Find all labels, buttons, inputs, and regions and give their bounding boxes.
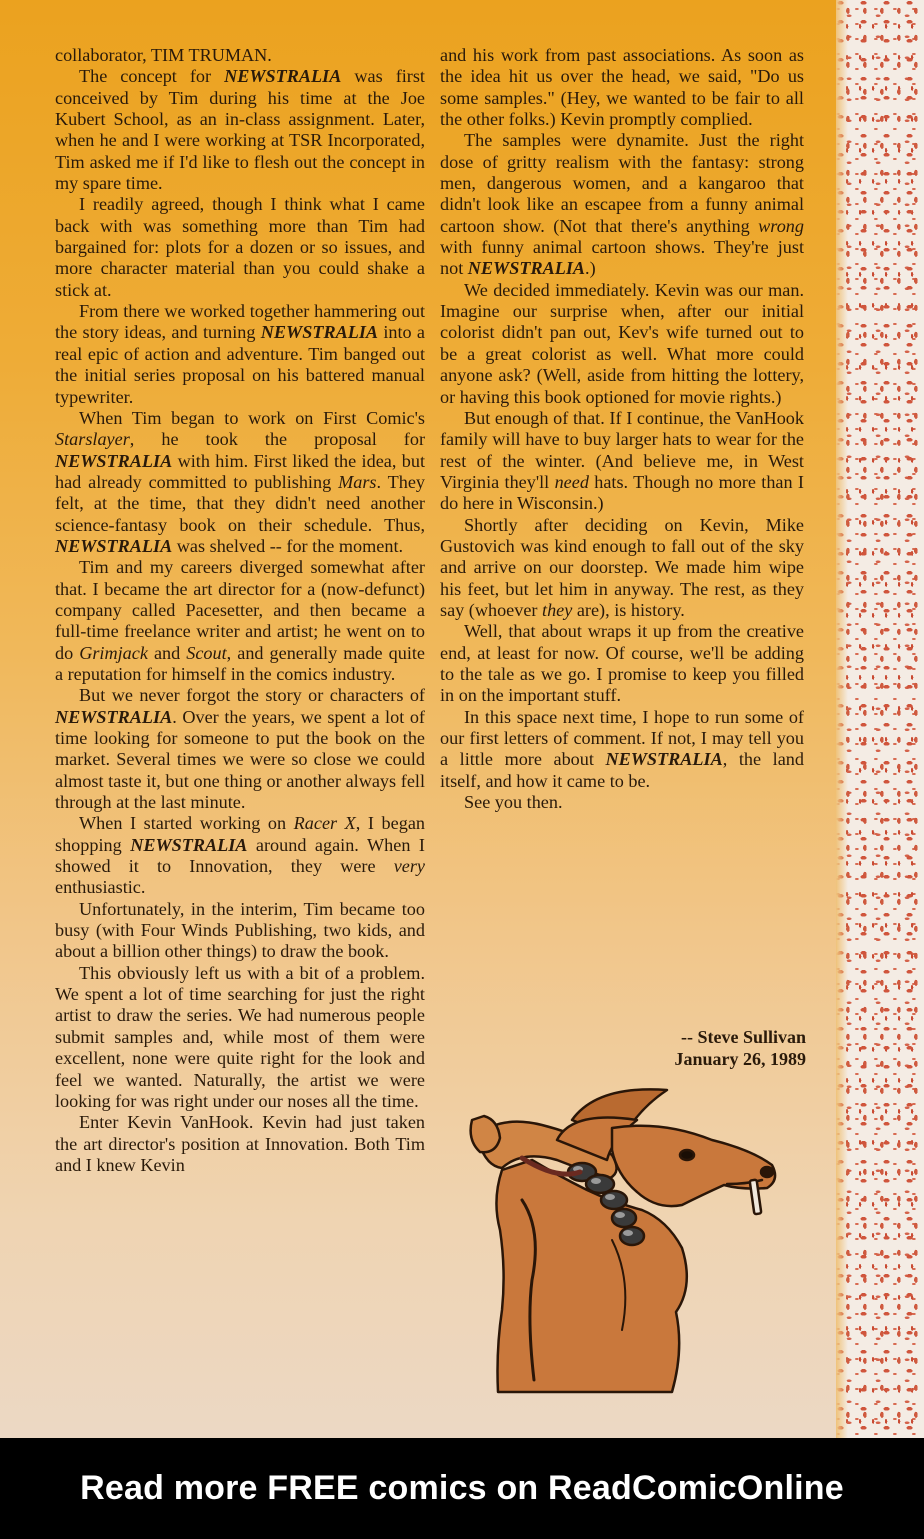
article-paragraph xyxy=(55,1112,425,1176)
paragraph-text: We decided immediately. Kevin was our man. Imagine our surprise when, after our initial colorist didn't pan out, Kev's wife turned out to be a great colorist as well. What more could anyone ask? (Well, aside from hitting the lottery, or having this book optioned for movie rights.) xyxy=(440,279,804,407)
paragraph-text: , the land itself, and how it came to be. xyxy=(440,749,804,791)
decorative-border-strip xyxy=(836,0,924,1438)
paragraph-text: . Over the years, we spent a lot of time looking for someone to put the book on the market. Several times we were so close we could almost taste it, but one thing or another always fell through at the last minute. xyxy=(55,706,425,813)
italic-emphasis: need xyxy=(554,471,589,492)
article-paragraph xyxy=(55,194,425,301)
article-paragraph xyxy=(440,792,804,813)
paragraph-text: are), is history. xyxy=(572,599,685,620)
article-right-column xyxy=(440,45,804,813)
paragraph-text: Shortly after deciding on Kevin, Mike Gustovich was kind enough to fall out of the sky and arrive on our doorstep. We made him wipe his feet, but let him in anyway. The rest, as they say (whoever xyxy=(440,514,804,620)
paragraph-text: around again. When I showed it to Innovation, they were xyxy=(55,834,425,877)
kangaroo-character-icon xyxy=(462,1080,792,1400)
italic-emphasis: Racer X xyxy=(293,813,356,834)
paragraph-text: The concept for xyxy=(79,66,225,87)
paragraph-text: But we never forgot the story or characters of xyxy=(79,685,425,706)
paragraph-text: From there we worked together hammering out the story ideas, and turning xyxy=(55,301,425,343)
paragraph-text: But enough of that. If I continue, the VanHook family will have to buy larger hats to wear for the rest of the winter. (And believe me, in West Virginia they'll xyxy=(440,407,804,492)
italic-emphasis: Mars xyxy=(338,471,377,492)
promo-banner[interactable] xyxy=(0,1438,924,1539)
italic-emphasis: Starslayer xyxy=(55,429,130,450)
paragraph-text: and xyxy=(147,642,187,663)
paragraph-text: was shelved -- for the moment. xyxy=(172,535,404,556)
article-paragraph xyxy=(55,899,425,963)
paragraph-text: Tim and my careers diverged somewhat after that. I became the art director for a (now-defunct) company called Pacesetter, and then became a full-time freelance writer and artist; he went on to do xyxy=(55,557,425,663)
paragraph-text: In this space next time, I hope to run some of our first letters of comment. If not, I may tell you a little more about xyxy=(440,706,804,770)
paragraph-text: into a real epic of action and adventure. Tim banged out the initial series proposal on his battered manual typewriter. xyxy=(55,322,426,407)
article-left-column xyxy=(55,45,425,1176)
article-paragraph xyxy=(440,621,804,706)
article-paragraph xyxy=(440,45,804,130)
paragraph-text: Unfortunately, in the interim, Tim became too busy (with Four Winds Publishing, two kids, and about a billion other things) to draw the book. xyxy=(55,898,425,962)
title-emphasis: NEWSTRALIA xyxy=(55,535,173,556)
article-paragraph xyxy=(440,707,804,792)
article-paragraph xyxy=(55,301,425,408)
article-paragraph xyxy=(55,685,425,813)
article-paragraph xyxy=(440,130,804,279)
paragraph-text: When Tim began to work on First Comic's xyxy=(79,407,425,428)
paragraph-text: with funny animal cartoon shows. They're just not xyxy=(440,237,804,279)
article-paragraph xyxy=(55,408,425,557)
article-paragraph xyxy=(440,515,804,622)
article-paragraph xyxy=(440,408,804,515)
paragraph-text: , I began shopping xyxy=(55,813,425,855)
article-paragraph xyxy=(55,557,425,685)
article-paragraph xyxy=(55,813,425,898)
paragraph-text: The samples were dynamite. Just the right dose of gritty realism with the fantasy: strong men, dangerous women, and a kangaroo that didn't look like an escapee from a funny animal cartoon show. (Not that there's anything xyxy=(440,130,804,236)
italic-emphasis: they xyxy=(542,599,573,620)
article-paragraph xyxy=(55,45,425,66)
paragraph-text: . They felt, at the time, that they didn't need another science-fantasy book on their schedule. Thus, xyxy=(55,471,425,535)
paragraph-text: When I started working on xyxy=(79,813,294,834)
article-paragraph xyxy=(55,963,425,1112)
italic-emphasis: Scout xyxy=(186,642,227,663)
paragraph-text: with him. First liked the idea, but had already committed to publishing xyxy=(55,450,425,492)
article-paragraph xyxy=(440,280,804,408)
paragraph-text: Enter Kevin VanHook. Kevin had just taken the art director's position at Innovation. Both Tim and I knew Kevin xyxy=(55,1112,425,1175)
title-emphasis: NEWSTRALIA xyxy=(224,66,342,87)
paragraph-text: and his work from past associations. As soon as the idea hit us over the head, we said, "Do us some samples." (Hey, we wanted to be fair to all the other folks.) Kevin promptly complied. xyxy=(440,45,804,130)
promo-banner-text[interactable]: Read more FREE comics on ReadComicOnline xyxy=(80,1469,844,1507)
article-paragraph xyxy=(55,66,425,194)
title-emphasis: NEWSTRALIA xyxy=(605,749,723,770)
title-emphasis: NEWSTRALIA xyxy=(130,834,248,855)
paragraph-text: enthusiastic. xyxy=(55,877,146,898)
author-name: -- Steve Sullivan xyxy=(680,1027,806,1047)
paragraph-text: was first conceived by Tim during his time at the Joe Kubert School, as an in-class assignment. Later, when he and I were working at TSR Incorporated, Tim asked me if I'd like to flesh out the concept in my spare time. xyxy=(55,66,425,194)
article-date: January 26, 1989 xyxy=(674,1049,806,1069)
paragraph-text: , and generally made quite a reputation for himself in the comics industry. xyxy=(55,642,425,684)
title-emphasis: NEWSTRALIA xyxy=(260,322,379,343)
title-emphasis: NEWSTRALIA xyxy=(55,706,173,727)
italic-emphasis: very xyxy=(393,856,425,877)
paragraph-text: See you then. xyxy=(464,792,563,813)
paragraph-text: collaborator, TIM TRUMAN. xyxy=(55,45,272,65)
paragraph-text: hats. Though no more than I do here in Wisconsin.) xyxy=(440,471,804,514)
paragraph-text: .) xyxy=(585,258,596,279)
italic-emphasis: wrong xyxy=(758,215,804,236)
title-emphasis: NEWSTRALIA xyxy=(467,258,586,279)
paragraph-text: , he took the proposal for xyxy=(129,429,425,450)
title-emphasis: NEWSTRALIA xyxy=(55,450,173,471)
paragraph-text: I readily agreed, though I think what I came back with was something more than Tim had bargained for: plots for a dozen or so issues, and more character material than you could shake a stick at. xyxy=(55,194,425,300)
italic-emphasis: Grimjack xyxy=(79,642,148,663)
paragraph-text: Well, that about wraps it up from the creative end, at least for now. Of course, we'll be adding to the tale as we go. I promise to keep you filled in on the important stuff. xyxy=(440,621,804,706)
signature-block xyxy=(560,1026,806,1070)
paragraph-text: This obviously left us with a bit of a problem. We spent a lot of time searching for just the right artist to draw the series. We had numerous people submit samples and, while most of them were excellent, none were quite right for the look and feel we wanted. Naturally, the artist we were looking for was right under our noses all the time. xyxy=(55,962,425,1111)
